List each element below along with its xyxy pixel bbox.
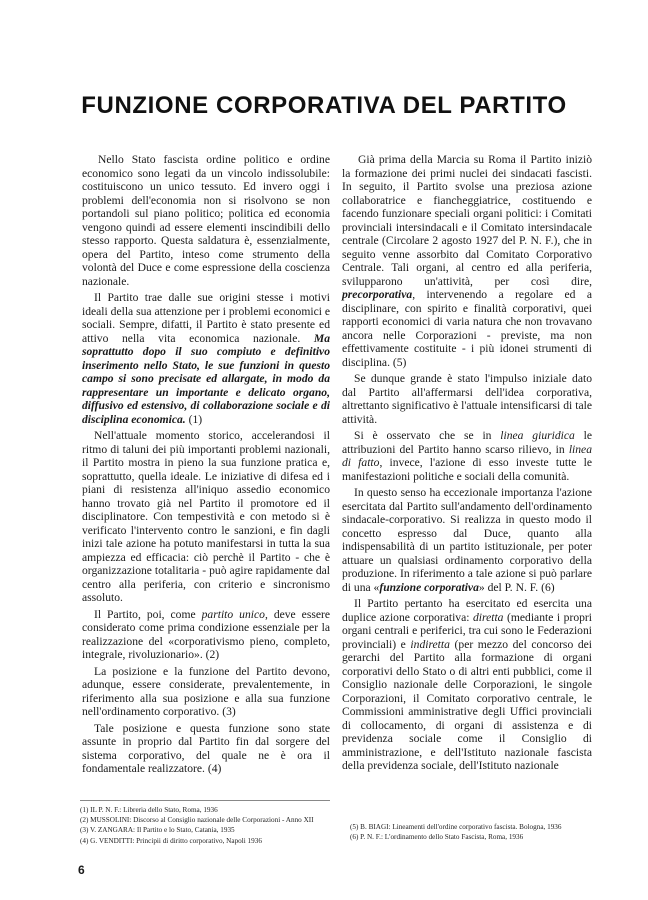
footnote: (3) V. ZANGARA: Il Partito e lo Stato, Catania, 1935 — [80, 826, 235, 835]
footnote: (1) IL P. N. F.: Libreria dello Stato, Roma, 1936 — [80, 806, 218, 814]
text-segment: precorporativa — [342, 288, 413, 301]
footnote: (6) P. N. F.: L'ordinamento dello Stato Fascista, Roma, 1936 — [350, 833, 524, 842]
text-segment: le attribuzioni del Partito hanno scarso rilievo, in — [342, 429, 592, 456]
right-column — [342, 153, 592, 776]
paragraph — [342, 153, 592, 369]
paragraph — [82, 291, 330, 426]
text-segment: , deve essere considerato come prima condizione essenziale per la realizzazione del «corporativismo pieno, completo, integrale, rivoluzionario». (2) — [82, 607, 330, 661]
text-segment: diretta — [473, 610, 504, 624]
text-segment: linea di fatto — [342, 442, 592, 469]
footnotes-left — [80, 800, 330, 846]
text-segment: Nello Stato fascista ordine politico e ordine economico sono legati da un vincolo indissolubile: costituiscono un unico tessuto. Ed invero oggi i problemi dell'economia non si risolvono se non portandoli sul piano politico; politica ed economia vengono quindi ad essere elementi inscindibili dello stesso rapporto. Questa saldatura è, essenzialmente, opera del Partito, inteso come strumento della volontà del Duce e come espressione della coscienza nazionale. — [82, 153, 330, 288]
left-column — [82, 153, 330, 779]
text-segment: funzione corporativa — [379, 580, 479, 594]
paragraph — [82, 429, 330, 605]
page-number: 6 — [78, 863, 85, 877]
text-segment: (mediante i propri organi centrali e periferici, tra cui sono le Federazioni provinciali) e — [342, 610, 592, 651]
paragraph — [82, 665, 330, 719]
page-title: FUNZIONE CORPORATIVA DEL PARTITO — [81, 92, 567, 119]
paragraph — [342, 372, 592, 426]
paragraph — [342, 429, 592, 483]
text-segment: , invece, l'azione di esso investe tutte le manifestazioni politiche e sociali della comunità. — [342, 456, 592, 483]
paragraph — [342, 597, 592, 773]
text-segment: linea giuridica — [500, 429, 575, 442]
text-segment: (per mezzo del concorso dei gerarchi del Partito alla formazione di organi corporativi dello Stato o di altri enti pubblici, come il Consiglio nazionale delle Corporazioni, le singole Corporazioni, il Comitato corporativo centrale, le Commissioni amministrative degli Uffici provinciali di collocamento, di organi di assistenza e di previdenza sociale come il Consiglio di amministrazione, e dell'Istituto nazionale fascista della previdenza sociale, dell'Istituto nazionale — [342, 637, 592, 772]
footnotes-right — [350, 822, 600, 842]
text-segment: » del P. N. F. (6) — [478, 580, 555, 594]
paragraph — [82, 153, 330, 288]
text-segment: partito unico — [201, 607, 265, 621]
paragraph — [82, 608, 330, 662]
paragraph — [82, 722, 330, 776]
text-segment: Se dunque grande è stato l'impulso iniziale dato dal Partito all'affermarsi dell'idea corporativa, altrettanto significativo è l'attuale intensificarsi di tale attività. — [342, 372, 592, 426]
footnote: (2) MUSSOLINI: Discorso al Consiglio nazionale delle Corporazioni - Anno XII — [80, 816, 314, 825]
text-segment: , intervenendo a regolare ed a disciplinare, con spirito e finalità corporativi, quei rapporti economici di varia natura che non trovavano ancora nelle Corporazioni - previste, ma non effettivamente costituite - i più idonei strumenti di disciplina. (5) — [342, 288, 592, 369]
text-segment: In questo senso ha eccezionale importanza l'azione esercitata dal Partito sull'andamento dell'ordinamento sindacale-corporativo. Si realizza in questo modo il concetto espresso dal Duce, quanto alla indispensabilità di un partito istituzionale, per poter attuare un qualsiasi ordinamento corporativo della produzione. In riferimento a tale azione si può parlare di una « — [342, 486, 592, 594]
text-segment: Il Partito, poi, come — [94, 607, 202, 621]
text-segment: (1) — [185, 412, 203, 426]
footnote: (5) B. BIAGI: Lineamenti dell'ordine corporativo fascista. Bologna, 1936 — [350, 823, 562, 831]
text-segment: Tale posizione e questa funzione sono state assunte in proprio dal Partito fin dal sorgere del sistema corporativo, del quale ne è ora il fondamentale realizzatore. (4) — [82, 721, 330, 775]
text-segment: Il Partito pertanto ha esercitato ed esercita una duplice azione corporativa: — [342, 597, 592, 624]
text-segment: Si è osservato che se in — [354, 429, 501, 442]
text-segment: indiretta — [410, 637, 450, 651]
text-segment: La posizione e la funzione del Partito devono, adunque, essere considerate, prevalentemente, in riferimento alla sua posizione e alla sua funzione nell'ordinamento corporativo. (3) — [82, 664, 330, 718]
text-segment: Il Partito trae dalle sue origini stesse i motivi ideali della sua attenzione per i problemi economici e sociali. Sempre, difatti, il Partito è stato presente ed attivo nella vita economica nazionale. — [82, 291, 330, 345]
text-segment: Ma soprattutto dopo il suo compiuto e definitivo inserimento nello Stato, le sue funzioni in questo campo si sono precisate ed allargate, in modo da rappresentare un importante e delicato organo, diffusivo ed estensivo, di collaborazione sociale e di disciplina economica. — [82, 331, 330, 426]
paragraph — [342, 486, 592, 594]
text-segment: Già prima della Marcia su Roma il Partito iniziò la formazione dei primi nuclei dei sindacati fascisti. In seguito, il Partito svolse una preziosa azione collaboratrice e fiancheggiatrice, costituendo e facendo funzionare speciali organi politici: i Comitati provinciali intersindacali e il Comitato intersindacale centrale (Circolare 2 agosto 1927 del P. N. F.), che in seguito venne assorbito dal Comitato Corporativo Centrale. Tali organi, al centro ed alla periferia, svilupparono un'attività, per così dire, — [342, 153, 592, 288]
footnote: (4) G. VENDITTI: Principii di diritto corporativo, Napoli 1936 — [80, 836, 262, 845]
text-segment: Nell'attuale momento storico, accelerandosi il ritmo di taluni dei più importanti problemi nazionali, il Partito mostra in pieno la sua funzione pratica e, soprattutto, quella ideale. Le iniziative di difesa ed i piani di resistenza all'iniquo assedio economico hanno trovato già nel Partito il promotore ed il disciplinatore. Con tempestività e con metodo si è verificato l'intervento contro le sanzioni, e fin dagli inizi tale azione ha potuto manifestarsi in tutta la sua ampiezza ed efficacia: ciò perchè il Partito - che è organizzazione totalitaria - può agire rapidamente dal centro alla periferia, con criterio e sincronismo assoluto. — [82, 429, 330, 604]
